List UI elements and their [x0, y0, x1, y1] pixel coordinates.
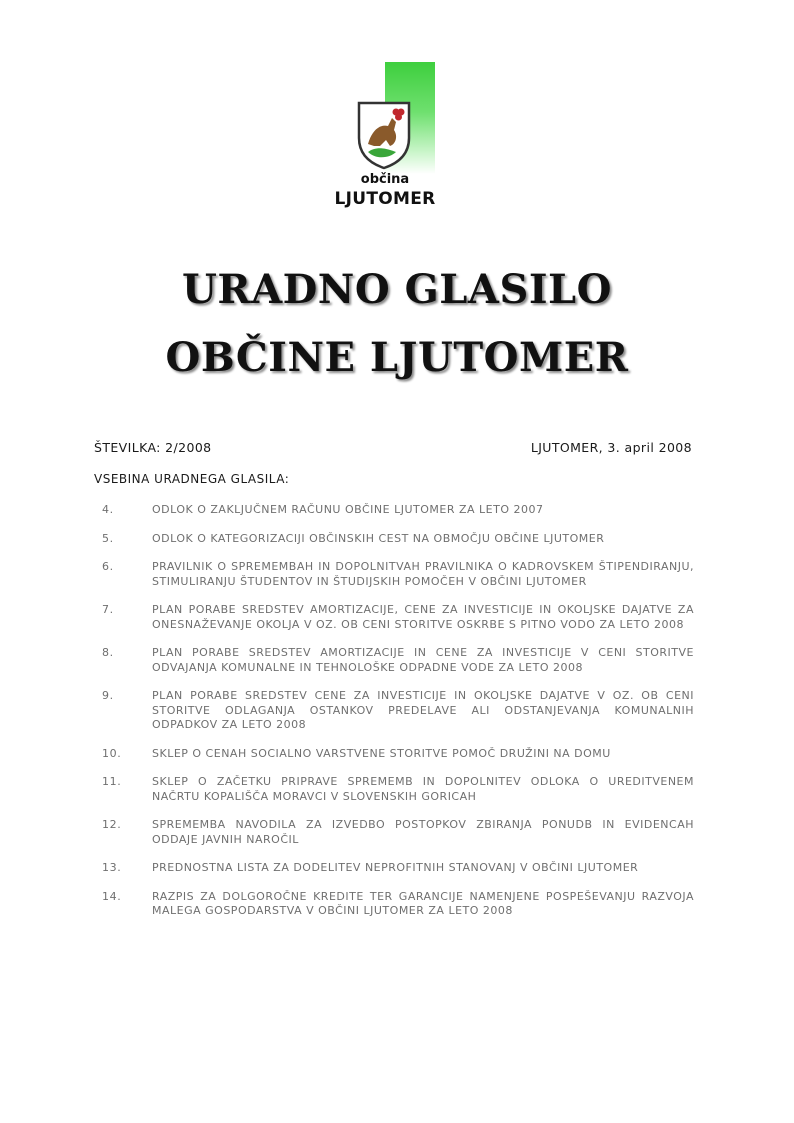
toc-item-title: ODLOK O KATEGORIZACIJI OBČINSKIH CEST NA OBMOČJU OBČINE LJUTOMER [152, 531, 605, 545]
toc-item-title: SPREMEMBA NAVODILA ZA IZVEDBO POSTOPKOV ZBIRANJA PONUDB IN EVIDENCAH ODDAJE JAVNIH NAROČIL [152, 818, 694, 846]
toc-item-title: PLAN PORABE SREDSTEV AMORTIZACIJE IN CENE ZA INVESTICIJE V CENI STORITVE ODVAJANJA KOMUNALNE IN TEHNOLOŠKE ODPADNE VODE ZA LETO 2008 [152, 646, 694, 674]
toc-item [94, 890, 694, 919]
toc-item-number: 8. [102, 646, 114, 659]
toc-item-title: PLAN PORABE SREDSTEV AMORTIZACIJE, CENE ZA INVESTICIJE IN OKOLJSKE DAJATVE ZA ONESNAŽEVANJE OKOLJA V OZ. OB CENI STORITVE OSKRBE S PITNO VODO ZA LETO 2008 [152, 603, 694, 631]
toc-item-title: RAZPIS ZA DOLGOROČNE KREDITE TER GARANCIJE NAMENJENE POSPEŠEVANJU RAZVOJA MALEGA GOSPODARSTVA V OBČINI LJUTOMER ZA LETO 2008 [152, 889, 694, 917]
toc-item-number: 5. [102, 531, 114, 545]
coat-of-arms-icon [356, 100, 412, 170]
toc-item [94, 603, 694, 632]
issue-number: ŠTEVILKA: 2/2008 [94, 440, 212, 455]
toc-item-title: ODLOK O ZAKLJUČNEM RAČUNU OBČINE LJUTOMER ZA LETO 2007 [152, 503, 544, 516]
toc-item [94, 775, 694, 804]
toc-item-title: SKLEP O ZAČETKU PRIPRAVE SPREMEMB IN DOPOLNITEV ODLOKA O UREDITVENEM NAČRTU KOPALIŠČA MORAVCI V SLOVENSKIH GORICAH [152, 775, 694, 803]
toc-item-number: 4. [102, 503, 114, 516]
toc-item-number: 12. [102, 818, 122, 831]
toc-item-number: 6. [102, 560, 114, 573]
toc-item-title: PLAN PORABE SREDSTEV CENE ZA INVESTICIJE IN OKOLJSKE DAJATVE V OZ. OB CENI STORITVE ODLAGANJA OSTANKOV PREDELAVE ALI ODSTANJEVANJA KOMUNALNIH ODPADKOV ZA LETO 2008 [152, 689, 694, 731]
toc-item [94, 646, 694, 675]
municipality-logo [330, 60, 440, 212]
toc-item [94, 503, 694, 518]
toc-item-number: 13. [102, 861, 122, 874]
toc-item-title: SKLEP O CENAH SOCIALNO VARSTVENE STORITVE POMOČ DRUŽINI NA DOMU [152, 746, 611, 760]
toc-item [94, 532, 694, 547]
logo-text-ljutomer: LJUTOMER [334, 189, 436, 209]
contents-heading: VSEBINA URADNEGA GLASILA: [94, 472, 290, 486]
toc-item-title: PRAVILNIK O SPREMEMBAH IN DOPOLNITVAH PRAVILNIKA O KADROVSKEM ŠTIPENDIRANJU, STIMULIRANJU ŠTUDENTOV IN ŠTUDIJSKIH POMOČEH V OBČINI LJUTOMER [152, 560, 694, 588]
toc-item-number: 10. [102, 746, 122, 760]
toc-item [94, 818, 694, 847]
toc-item-number: 11. [102, 775, 122, 788]
toc-item-number: 7. [102, 603, 114, 616]
toc-item [94, 560, 694, 589]
logo-text-obcina: občina [360, 172, 410, 187]
document-title-line-1: URADNO GLASILO [181, 266, 613, 313]
toc-item-number: 14. [102, 889, 122, 903]
toc-item [94, 747, 694, 762]
toc-item-title: PREDNOSTNA LISTA ZA DODELITEV NEPROFITNIH STANOVANJ V OBČINI LJUTOMER [152, 861, 639, 874]
toc-item [94, 861, 694, 876]
place-date: LJUTOMER, 3. april 2008 [530, 440, 692, 455]
table-of-contents [94, 503, 694, 933]
toc-item [94, 689, 694, 733]
document-title-line-2: OBČINE LJUTOMER [165, 334, 629, 381]
toc-item-number: 9. [102, 689, 114, 702]
